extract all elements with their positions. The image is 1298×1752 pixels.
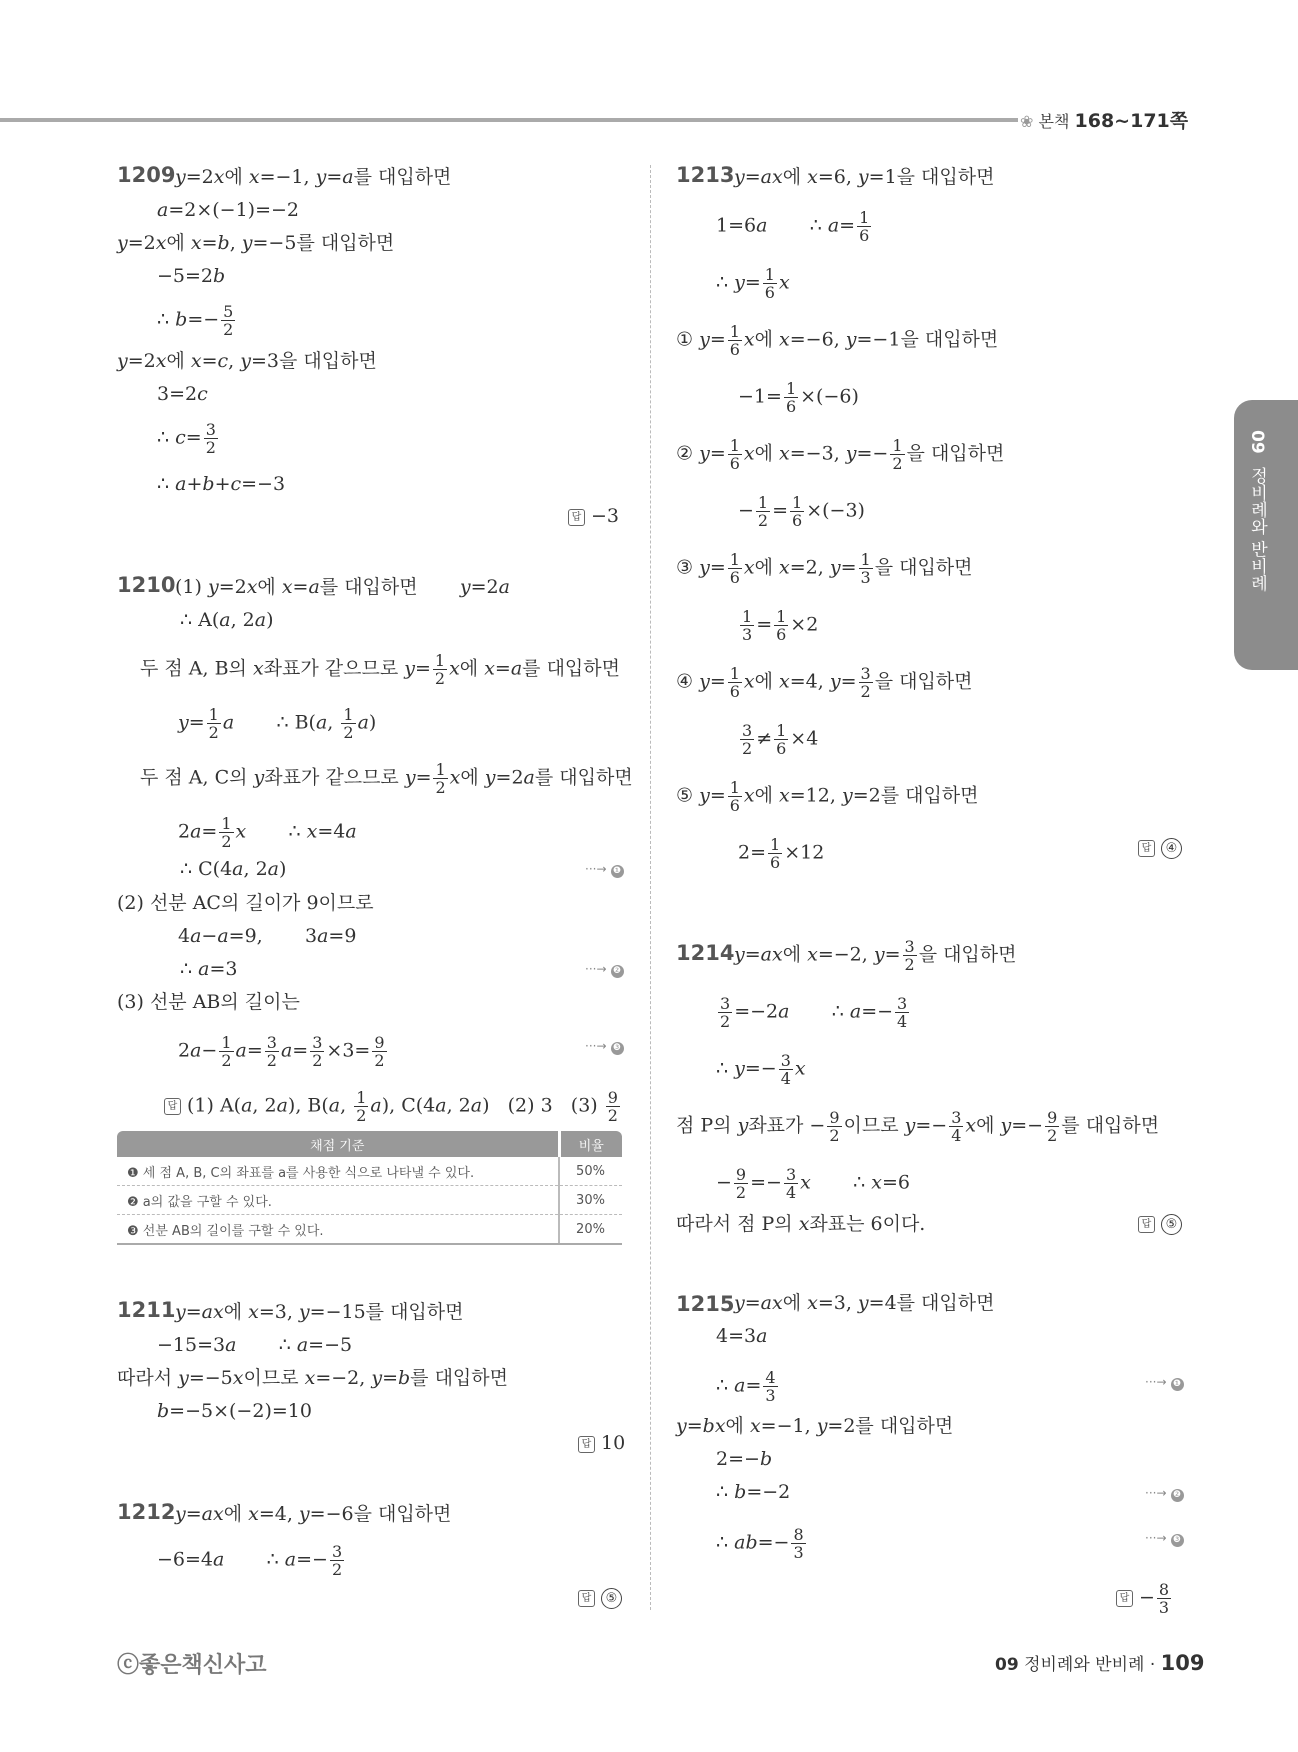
problem-number: 1211 xyxy=(117,1298,176,1322)
solution-line: ∴ a= $\frac{4}{3}$ xyxy=(716,1368,776,1405)
answer-value: ⑤ xyxy=(601,1588,622,1609)
solution-line: ∴ A(a, 2a) xyxy=(180,609,274,631)
grading-ratio: 30% xyxy=(559,1186,622,1215)
grading-table xyxy=(117,1131,622,1245)
grading-step-marker: ···→ ❶ xyxy=(1145,1375,1184,1391)
solution-line: y=bx에 x=−1, y=2를 대입하면 xyxy=(676,1415,954,1437)
grading-criterion: a의 값을 구할 수 있다. xyxy=(142,1194,272,1210)
page-range: 168~171쪽 xyxy=(1074,110,1189,132)
header-page-ref xyxy=(1020,106,1188,133)
answer xyxy=(578,1586,622,1609)
solution-line: y=ax에 x=6, y=1을 대입하면 xyxy=(734,166,995,188)
grading-row: ❷ a의 값을 구할 수 있다. 30% xyxy=(117,1186,622,1215)
answer-icon: 답 xyxy=(1138,1216,1155,1233)
solution-line: ∴ b=− $\frac{5}{2}$ xyxy=(157,302,234,339)
grading-ratio: 20% xyxy=(559,1215,622,1245)
grading-step-marker: ···→ ❶ xyxy=(585,862,624,878)
flower-icon: ❀ xyxy=(1020,112,1034,131)
solution-line: ∴ y=− $\frac{3}{4}$ x xyxy=(716,1051,806,1088)
grading-step-marker: ···→ ❸ xyxy=(585,1039,624,1055)
solution-line: ③ y= $\frac{1}{6}$ x에 x=2, y= $\frac{1}{3}$ 을 대입하면 xyxy=(676,550,973,587)
problem-number: 1214 xyxy=(676,941,735,965)
solution-line: ④ y= $\frac{1}{6}$ x에 x=4, y= $\frac{3}{2}$ 을 대입하면 xyxy=(676,664,973,701)
answer: 답 (1) A(a, 2a), B(a, $\frac{1}{2}$ a), C(4a, 2a) (2) 3 (3) $\frac{9}{2}$ xyxy=(164,1089,622,1124)
column-divider xyxy=(650,165,651,1610)
solution-line: ⑤ y= $\frac{1}{6}$ x에 x=12, y=2를 대입하면 xyxy=(676,778,979,815)
solution-line: 두 점 A, C의 y좌표가 같으므로 y= $\frac{1}{2}$ x에 y=2a를 대입하면 xyxy=(140,760,633,797)
solution-line: 2=−b xyxy=(716,1448,773,1470)
solution-line: y=ax에 x=3, y=4를 대입하면 xyxy=(734,1292,995,1314)
solution-line: − $\frac{9}{2}$ =− $\frac{3}{4}$ x ∴ x=6 xyxy=(716,1165,910,1202)
grading-step-marker: ···→ ❸ xyxy=(1145,1531,1184,1547)
solution-line: y=2x에 x=−1, y=a를 대입하면 xyxy=(175,166,452,188)
grading-step-marker: ···→ ❷ xyxy=(1145,1486,1184,1502)
footer-chapter-title: 정비례와 반비례 xyxy=(1024,1655,1145,1675)
answer xyxy=(568,505,619,527)
solution-line: 3=2c xyxy=(157,383,208,405)
solution-line: ∴ ab=− $\frac{8}{3}$ xyxy=(716,1525,804,1562)
solution-line: 두 점 A, B의 x좌표가 같으므로 y= $\frac{1}{2}$ x에 x=a를 대입하면 xyxy=(140,651,620,688)
solution-line: ∴ y= $\frac{1}{6}$ x xyxy=(716,265,790,302)
grading-row: ❸ 선분 AB의 길이를 구할 수 있다. 20% xyxy=(117,1215,622,1245)
chapter-tab-number: 09 xyxy=(1247,430,1267,454)
grading-header-criteria: 채점 기준 xyxy=(117,1131,559,1157)
problem-number: 1213 xyxy=(676,163,735,187)
grading-step-marker: ···→ ❷ xyxy=(585,962,624,978)
solution-line: y=2x에 x=c, y=3을 대입하면 xyxy=(117,350,377,372)
solution-line: y= $\frac{1}{2}$ a ∴ B(a, $\frac{1}{2}$ a) xyxy=(178,705,377,742)
solution-line: y=2x에 x=b, y=−5를 대입하면 xyxy=(117,232,395,254)
solution-line: b=−5×(−2)=10 xyxy=(157,1400,312,1422)
answer-icon: 답 xyxy=(578,1436,595,1453)
answer-part-2: (2) 3 xyxy=(507,1094,553,1117)
solution-line: 따라서 점 P의 x좌표는 6이다. xyxy=(676,1213,926,1235)
solution-line: y=ax에 x=3, y=−15를 대입하면 xyxy=(175,1301,464,1323)
answer-icon: 답 xyxy=(164,1098,181,1115)
solution-line: 2a= $\frac{1}{2}$ x ∴ x=4a xyxy=(178,814,357,851)
solution-line: 점 P의 y좌표가 − $\frac{9}{2}$ 이므로 y=− $\frac{3}{4}$ x에 y=− $\frac{9}{2}$ 를 대입하면 xyxy=(676,1108,1160,1145)
solution-line: ∴ c= $\frac{3}{2}$ xyxy=(157,420,216,457)
solution-line: −5=2b xyxy=(157,265,226,287)
grading-criterion: 선분 AB의 길이를 구할 수 있다. xyxy=(142,1223,324,1239)
solution-line: 4a−a=9, 3a=9 xyxy=(178,925,357,947)
solution-line: y=ax에 x=4, y=−6을 대입하면 xyxy=(175,1503,452,1525)
solution-line: ② y= $\frac{1}{6}$ x에 x=−3, y=− $\frac{1}{2}$ 을 대입하면 xyxy=(676,436,1005,473)
page-number: 109 xyxy=(1160,1651,1205,1675)
grading-ratio: 50% xyxy=(559,1157,622,1186)
answer: 답 − $\frac{8}{3}$ xyxy=(1116,1581,1173,1616)
problem-number: 1215 xyxy=(676,1292,735,1316)
answer xyxy=(1138,836,1182,859)
answer-icon: 답 xyxy=(1116,1590,1133,1607)
solution-line: (1) y=2x에 x=a를 대입하면 y=2a xyxy=(175,576,510,598)
solution-line: 1=6a ∴ a= $\frac{1}{6}$ xyxy=(716,208,870,245)
solution-line: ∴ C(4a, 2a) xyxy=(180,858,287,880)
header-rule xyxy=(0,118,1018,122)
answer xyxy=(1138,1212,1182,1235)
answer-icon: 답 xyxy=(568,509,585,526)
solution-line: (3) 선분 AB의 길이는 xyxy=(117,991,300,1013)
publisher-logo: ⓒ좋은책신사고 xyxy=(117,1653,267,1678)
answer-value: ⑤ xyxy=(1161,1214,1182,1235)
book-ref: 본책 xyxy=(1038,112,1070,131)
solution-line: y=ax에 x=−2, y= $\frac{3}{2}$ 을 대입하면 xyxy=(734,937,1017,974)
solution-line: ∴ b=−2 xyxy=(716,1481,791,1503)
grading-criterion: 세 점 A, B, C의 좌표를 a를 사용한 식으로 나타낼 수 있다. xyxy=(142,1165,475,1181)
solution-line: −15=3a ∴ a=−5 xyxy=(157,1334,353,1356)
solution-line: − $\frac{1}{2}$ = $\frac{1}{6}$ ×(−3) xyxy=(738,493,865,530)
answer-value: 10 xyxy=(601,1432,626,1454)
answer-value: −3 xyxy=(591,505,620,527)
solution-line: 따라서 y=−5x이므로 x=−2, y=b를 대입하면 xyxy=(117,1367,508,1389)
chapter-tab-title: 정비례와 반비례 xyxy=(1247,467,1267,592)
solution-line: −6=4a ∴ a=− $\frac{3}{2}$ xyxy=(157,1542,343,1579)
answer-icon: 답 xyxy=(1138,840,1155,857)
solution-line: ∴ a=3 xyxy=(180,958,238,980)
problem-number: 1210 xyxy=(117,573,176,597)
solution-line: 2= $\frac{1}{6}$ ×12 xyxy=(738,835,825,872)
footer-chapter-number: 09 xyxy=(995,1655,1019,1675)
footer-bullet: · xyxy=(1149,1655,1156,1675)
chapter-tab-label xyxy=(1236,430,1270,630)
solution-line: −1= $\frac{1}{6}$ ×(−6) xyxy=(738,379,859,416)
solution-line: a=2×(−1)=−2 xyxy=(157,199,300,221)
answer-value: ④ xyxy=(1161,838,1182,859)
answer-sign: − xyxy=(1139,1586,1155,1609)
solution-line: $\frac{1}{3}$ = $\frac{1}{6}$ ×2 xyxy=(742,607,819,644)
solution-line: ∴ a+b+c=−3 xyxy=(157,473,286,495)
solution-line: $\frac{3}{2}$ =−2a ∴ a=− $\frac{3}{4}$ xyxy=(720,994,908,1031)
solution-line: $\frac{3}{2}$ ≠ $\frac{1}{6}$ ×4 xyxy=(742,721,819,758)
footer-page xyxy=(995,1650,1205,1675)
answer xyxy=(578,1432,625,1454)
grading-header-ratio: 비율 xyxy=(559,1131,622,1157)
solution-line: 2a− $\frac{1}{2}$ a= $\frac{3}{2}$ a= $\frac{3}{2}$ ×3= $\frac{9}{2}$ xyxy=(178,1033,385,1070)
solution-line: 4=3a xyxy=(716,1325,768,1347)
problem-number: 1209 xyxy=(117,163,176,187)
solution-line: ① y= $\frac{1}{6}$ x에 x=−6, y=−1을 대입하면 xyxy=(676,322,999,359)
problem-number: 1212 xyxy=(117,1500,176,1524)
solution-line: (2) 선분 AC의 길이가 9이므로 xyxy=(117,892,374,914)
answer-icon: 답 xyxy=(578,1590,595,1607)
grading-row: ❶ 세 점 A, B, C의 좌표를 a를 사용한 식으로 나타낼 수 있다. 50% xyxy=(117,1157,622,1186)
